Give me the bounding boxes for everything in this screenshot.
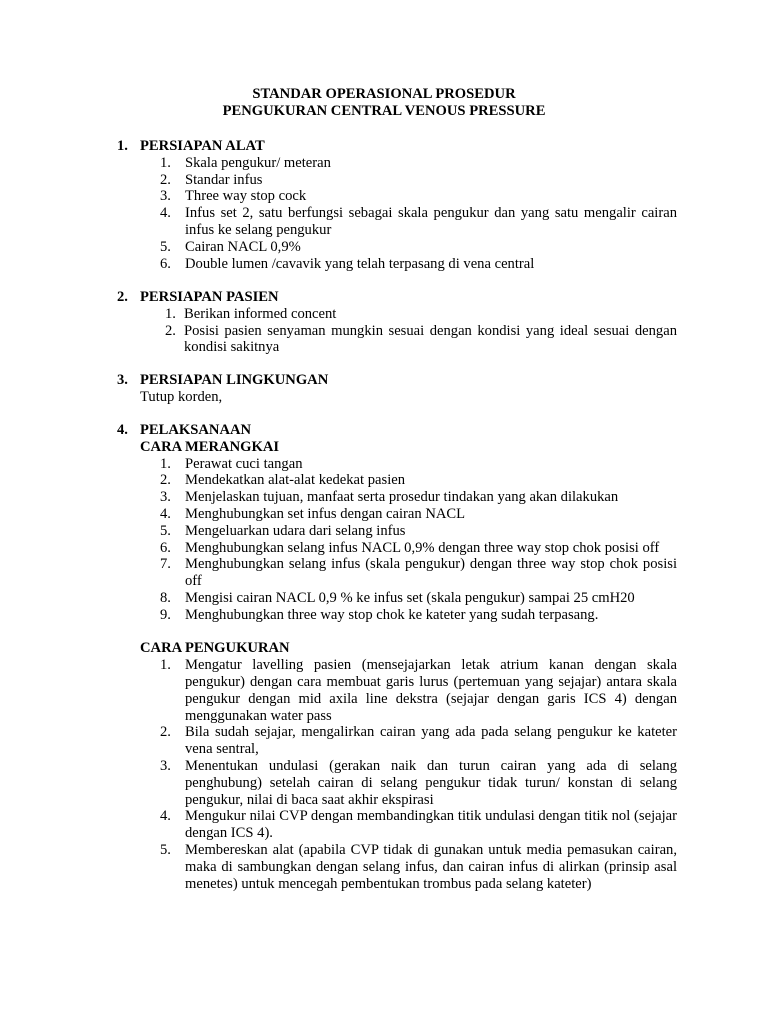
subsection-heading-cara-pengukuran: CARA PENGUKURAN [140,640,290,657]
list-item: 4. Menghubungkan set infus dengan cairan NACL [160,505,466,522]
list-item: 1. Skala pengukur/ meteran [160,154,331,171]
document-title-line-1: STANDAR OPERASIONAL PROSEDUR [252,86,516,102]
list-item: 7. Menghubungkan selang infus (skala pengukur) dengan three way stop chok posisi off [160,556,677,590]
section-persiapan-pasien [117,289,677,356]
subsection-heading-cara-merangkai: CARA MERANGKAI [140,438,280,455]
list-item: 2. Bila sudah sejajar, mengalirkan cairan yang ada pada selang pengukur ke kateter vena sentral, [160,724,677,758]
section-heading [117,422,677,439]
list-item: 4. Infus set 2, satu berfungsi sebagai skala pengukur dan yang satu mengalir cairan infus ke selang pengukur [160,205,677,238]
section-persiapan-lingkungan [117,372,677,406]
list-item: 1. Berikan informed concent [165,305,337,322]
section-title: PERSIAPAN LINGKUNGAN [140,372,329,388]
list-item: 9. Menghubungkan three way stop chok ke kateter yang sudah terpasang. [160,606,599,623]
list-item: 4. Mengukur nilai CVP dengan membandingkan titik undulasi dengan titik nol (sejajar dengan ICS 4). [160,808,677,842]
document-title-line-2: PENGUKURAN CENTRAL VENOUS PRESSURE [222,103,546,119]
section-text: Tutup korden, [140,388,223,405]
list-item: 6. Menghubungkan selang infus NACL 0,9% dengan three way stop chok posisi off [160,539,660,556]
section-number: 1. [117,138,128,154]
list-item: 6. Double lumen /cavavik yang telah terpasang di vena central [160,255,535,272]
list-item: 3. Three way stop cock [160,188,307,205]
list-item: 5. Mengeluarkan udara dari selang infus [160,522,406,539]
list-item: 1. Mengatur lavelling pasien (mensejajarkan letak atrium kanan dengan skala pengukur) dengan cara membuat garis lurus (pertemuan yang sejajar) antara skala pengukur dengan mid axila line dekstra (sejajar dengan garis ICS 4) dengan menggunakan water pass [160,657,677,724]
section-title: PERSIAPAN PASIEN [140,289,279,305]
spacer [117,624,677,641]
section-persiapan-alat [117,138,677,272]
section-heading [117,138,677,155]
equipment-list [117,155,677,273]
list-item: 2. Standar infus [160,171,263,188]
list-item: 1. Perawat cuci tangan [160,455,303,472]
section-number: 3. [117,372,128,388]
section-pelaksanaan [117,422,677,892]
section-title: PERSIAPAN ALAT [140,138,265,154]
section-title: PELAKSANAAN [140,422,252,438]
assembly-steps-list [117,456,677,624]
patient-prep-list [117,306,677,356]
list-item: 3. Menentukan undulasi (gerakan naik dan turun cairan yang ada di selang penghubung) setelah cairan di selang pengukur tidak turun/ konstan di selang pengukur, nilai di baca saat akhir ekspirasi [160,757,677,808]
measurement-steps-list [117,657,677,892]
list-item: 3. Menjelaskan tujuan, manfaat serta prosedur tindakan yang akan dilakukan [160,489,619,506]
list-item: 2. Mendekatkan alat-alat kedekat pasien [160,472,406,489]
list-item: 2. Posisi pasien senyaman mungkin sesuai dengan kondisi yang ideal sesuai dengan kondisi sakitnya [165,322,677,356]
section-number: 2. [117,289,128,305]
list-item: 5. Cairan NACL 0,9% [160,238,301,255]
section-heading [117,289,677,306]
section-number: 4. [117,422,128,438]
list-item: 5. Membereskan alat (apabila CVP tidak di gunakan untuk media pemasukan cairan, maka di sambungkan dengan selang infus, dan cairan infus di alirkan (prinsip asal menetes) untuk mencegah pembentukan trombus pada selang kateter) [160,841,677,892]
section-heading [117,372,677,389]
list-item: 8. Mengisi cairan NACL 0,9 % ke infus set (skala pengukur) sampai 25 cmH20 [160,589,635,606]
